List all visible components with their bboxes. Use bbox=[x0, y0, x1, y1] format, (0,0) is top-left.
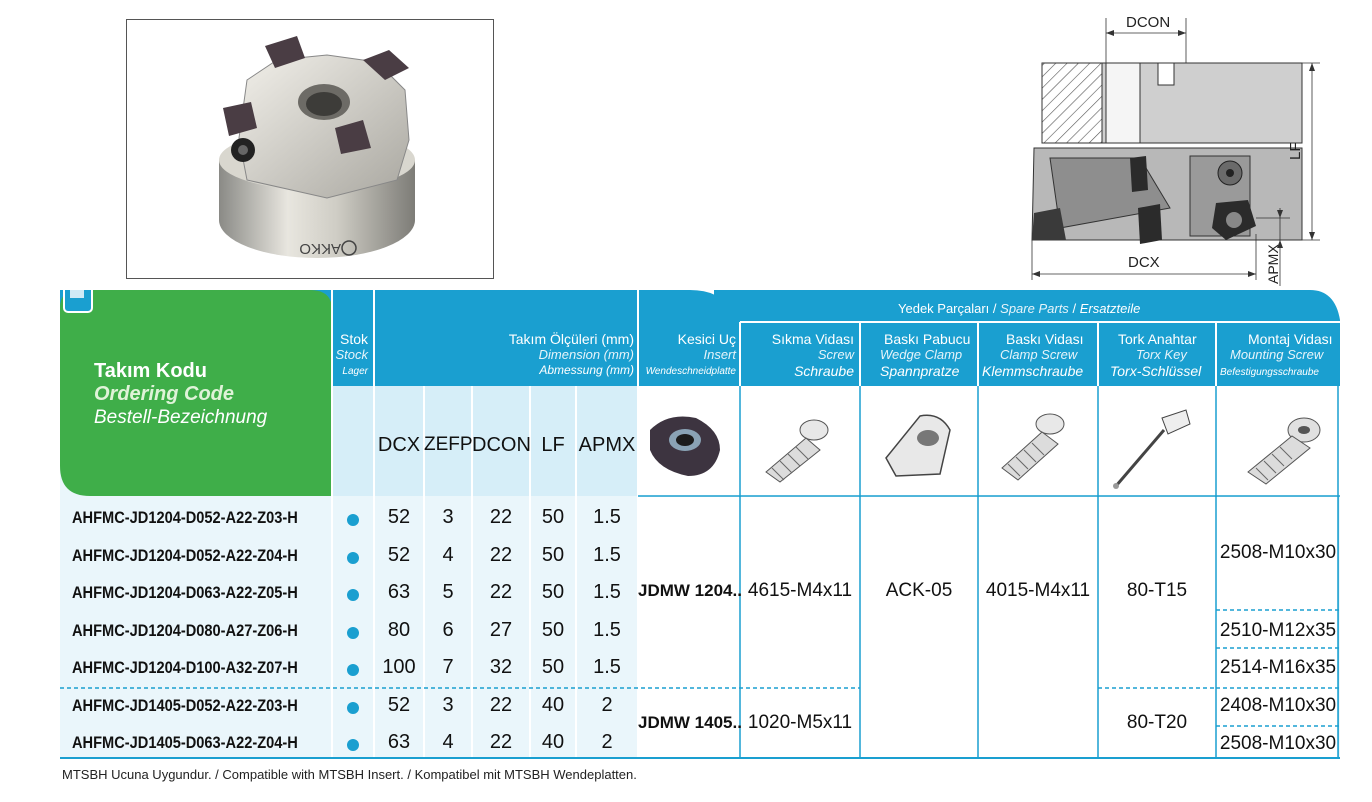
zefp-cell: 4 bbox=[442, 731, 454, 753]
screw-header-en: Screw bbox=[817, 347, 854, 362]
dcon-cell: 22 bbox=[489, 581, 513, 603]
ordering-code-cell: AHFMC-JD1204-D052-A22-Z03-H bbox=[72, 508, 298, 527]
mount-screw-2: 2510-M12x35 bbox=[1219, 620, 1337, 641]
insert-header-de: Wendeschneidplatte bbox=[645, 366, 736, 377]
insert-jdmw1405: JDMW 1405.. bbox=[638, 713, 742, 732]
apmx-cell: 1.5 bbox=[593, 543, 621, 566]
zefp-cell: 4 bbox=[442, 543, 454, 566]
insert-header-tr: Kesici Uç bbox=[677, 331, 736, 347]
lf-label: LF bbox=[1287, 142, 1304, 160]
product-photo bbox=[126, 19, 494, 279]
footnote: MTSBH Ucuna Uygundur. / Compatible with MTSBH Insert. / Kompatibel mit MTSBH Wendeplatten. bbox=[62, 767, 637, 782]
milling-cutter-image bbox=[127, 20, 494, 279]
brand-engraving: AKKO bbox=[299, 240, 341, 257]
stock-header-en: Stock bbox=[335, 347, 368, 362]
mount-screw-4: 2408-M10x30 bbox=[1219, 695, 1337, 716]
wedge-header-en: Wedge Clamp bbox=[880, 347, 963, 362]
dcx-cell: 63 bbox=[387, 581, 411, 603]
dcx-cell: 80 bbox=[387, 618, 411, 641]
clamp-header-tr: Baskı Vidası bbox=[1006, 331, 1084, 347]
dcon-cell: 22 bbox=[489, 543, 513, 566]
stock-indicator bbox=[347, 739, 359, 751]
key-header-tr: Tork Anahtar bbox=[1118, 331, 1197, 347]
mount-header-tr: Montaj Vidası bbox=[1248, 331, 1333, 347]
key-header-en: Torx Key bbox=[1136, 347, 1187, 362]
stock-indicator bbox=[347, 702, 359, 714]
insert-header-en: Insert bbox=[703, 347, 736, 362]
dcx-cell: 52 bbox=[387, 543, 411, 566]
apmx-cell: 2 bbox=[601, 693, 613, 716]
lf-cell: 40 bbox=[541, 693, 565, 716]
mount-screw-1: 2508-M10x30 bbox=[1219, 542, 1337, 563]
key-t15: 80-T15 bbox=[1126, 580, 1188, 601]
key-header-de: Torx-Schlüssel bbox=[1110, 363, 1202, 379]
dcon-cell: 22 bbox=[489, 731, 513, 753]
spare-parts-de: Ersatzteile bbox=[1079, 301, 1141, 316]
wedge-header-tr: Baskı Pabucu bbox=[884, 331, 971, 347]
ordering-code-cell: AHFMC-JD1204-D080-A27-Z06-H bbox=[72, 620, 298, 640]
dims-header-tr: Takım Ölçüleri (mm) bbox=[508, 331, 634, 347]
ordering-code-cell: AHFMC-JD1204-D100-A32-Z07-H bbox=[72, 658, 298, 677]
dcon-cell: 22 bbox=[489, 693, 513, 716]
zefp-cell: 5 bbox=[442, 581, 454, 603]
screw-4615: 4615-M4x11 bbox=[747, 580, 853, 601]
ordering-code-tr: Takım Kodu bbox=[94, 360, 207, 382]
apmx-cell: 1.5 bbox=[593, 656, 621, 678]
mount-header-en: Mounting Screw bbox=[1230, 347, 1324, 362]
stock-indicator bbox=[347, 589, 359, 601]
dcon-cell: 22 bbox=[489, 506, 513, 528]
dcx-cell: 52 bbox=[387, 693, 411, 716]
stock-indicator bbox=[347, 552, 359, 564]
ordering-code-cell: AHFMC-JD1405-D063-A22-Z04-H bbox=[72, 733, 298, 752]
apmx-cell: 2 bbox=[601, 731, 613, 753]
spare-parts-sep: / bbox=[1072, 301, 1077, 316]
col-dcx: DCX bbox=[377, 434, 421, 456]
col-zefp: ZEFP bbox=[424, 434, 473, 455]
wedge-header-de: Spannpratze bbox=[880, 363, 960, 379]
clamp-header-en: Clamp Screw bbox=[1000, 347, 1078, 362]
lf-cell: 50 bbox=[541, 581, 565, 603]
apmx-cell: 1.5 bbox=[593, 506, 621, 528]
clamp-4015: 4015-M4x11 bbox=[985, 580, 1091, 601]
spare-parts-en: Spare Parts bbox=[1000, 301, 1069, 316]
col-apmx: APMX bbox=[578, 434, 636, 456]
stock-header-de: Lager bbox=[342, 366, 368, 377]
dcx-cell: 63 bbox=[387, 731, 411, 753]
ordering-code-en: Ordering Code bbox=[94, 383, 235, 405]
apmx-cell: 1.5 bbox=[593, 618, 621, 641]
lf-cell: 50 bbox=[541, 543, 565, 566]
lf-cell: 50 bbox=[541, 656, 565, 678]
ordering-code-cell: AHFMC-JD1204-D063-A22-Z05-H bbox=[72, 583, 298, 602]
stock-header-tr: Stok bbox=[339, 331, 368, 347]
zefp-cell: 6 bbox=[442, 618, 454, 641]
dims-header-de: Abmessung (mm) bbox=[539, 363, 634, 377]
lf-cell: 50 bbox=[541, 506, 565, 528]
dims-header-en: Dimension (mm) bbox=[538, 347, 634, 362]
wedge-ack05: ACK-05 bbox=[885, 580, 953, 601]
clamp-header-de: Klemmschraube bbox=[982, 363, 1084, 379]
mount-screw-3: 2514-M16x35 bbox=[1219, 657, 1337, 678]
screw-header-de: Schraube bbox=[794, 363, 854, 379]
screw-1020: 1020-M5x11 bbox=[747, 712, 853, 733]
zefp-cell: 3 bbox=[442, 693, 454, 716]
dcx-cell: 52 bbox=[387, 506, 411, 528]
zefp-cell: 7 bbox=[442, 656, 454, 678]
ordering-code-de: Bestell-Bezeichnung bbox=[94, 407, 268, 428]
insert-jdmw1204: JDMW 1204.. bbox=[638, 581, 742, 600]
apmx-label: APMX bbox=[1265, 244, 1281, 284]
dcx-cell: 100 bbox=[382, 656, 416, 678]
lf-cell: 40 bbox=[541, 731, 565, 753]
dcon-label: DCON bbox=[1126, 14, 1171, 31]
screw-header-tr: Sıkma Vidası bbox=[771, 331, 854, 347]
col-dcon: DCON bbox=[472, 434, 531, 456]
dcx-label: DCX bbox=[1128, 254, 1160, 271]
stock-indicator bbox=[347, 627, 359, 639]
col-lf: LF bbox=[541, 434, 565, 456]
ordering-code-cell: AHFMC-JD1405-D052-A22-Z03-H bbox=[72, 695, 298, 715]
mount-header-de: Befestigungsschraube bbox=[1220, 367, 1319, 378]
apmx-cell: 1.5 bbox=[593, 581, 621, 603]
technical-drawing bbox=[1020, 8, 1350, 290]
key-t20: 80-T20 bbox=[1126, 712, 1188, 733]
zefp-cell: 3 bbox=[442, 506, 454, 528]
spare-parts-title bbox=[898, 301, 1140, 316]
mount-screw-5: 2508-M10x30 bbox=[1219, 733, 1337, 754]
lf-cell: 50 bbox=[541, 618, 565, 641]
ordering-code-cell: AHFMC-JD1204-D052-A22-Z04-H bbox=[72, 545, 298, 565]
stock-indicator bbox=[347, 514, 359, 526]
dcon-cell: 27 bbox=[489, 618, 513, 641]
dcon-cell: 32 bbox=[489, 656, 513, 678]
spare-parts-tr: Yedek Parçaları / bbox=[898, 301, 997, 316]
stock-indicator bbox=[347, 664, 359, 676]
